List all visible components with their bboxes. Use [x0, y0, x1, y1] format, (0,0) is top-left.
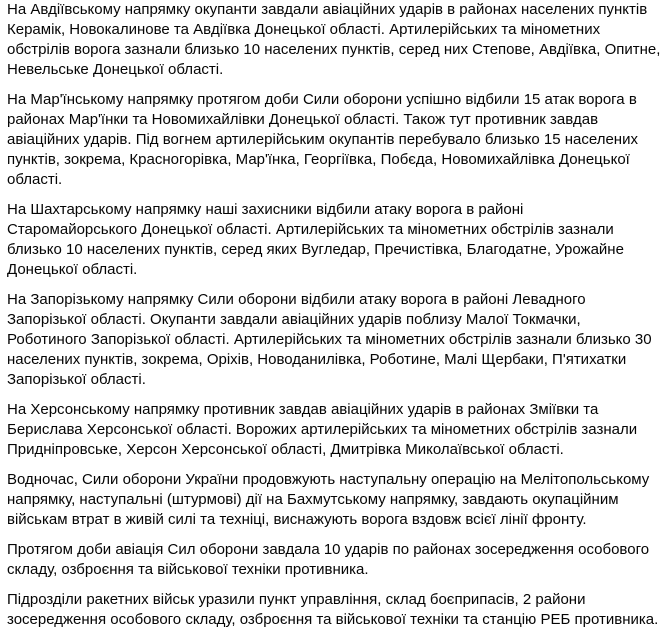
paragraph-missile-troops [7, 590, 668, 630]
text-line: авіаційних ударів. Під вогнем артилерійським окупантів перебувало близько 15 населених [7, 131, 638, 148]
paragraph-shakhtarsk [7, 200, 668, 280]
text-line: На Авдіївському напрямку окупанти завдали авіаційних ударів в районах населених пунктів [7, 1, 648, 18]
text-line: складу, озброєння та військової техніки противника. [7, 561, 369, 578]
text-line: пунктів, зокрема, Красногорівка, Мар'їнка, Георгіївка, Побєда, Новомихайлівка Донецької [7, 151, 630, 168]
text-line: Берислава Херсонської області. Ворожих артилерійських та мінометних обстрілів зазнали [7, 421, 638, 438]
text-line: На Шахтарському напрямку наші захисники відбили атаку ворога в районі [7, 201, 524, 218]
text-line: зосередження особового складу, озброєння та військової техніки та станцію РЕБ противника. [7, 611, 659, 628]
text-line: області. [7, 171, 63, 188]
paragraph-avdiivka [7, 0, 668, 80]
text-line: Підрозділи ракетних військ уразили пункт управління, склад боєприпасів, 2 райони [7, 591, 586, 608]
text-line: На Мар'їнському напрямку протягом доби Сили оборони успішно відбили 15 атак ворога в [7, 91, 637, 108]
text-line: Невельське Донецької області. [7, 61, 224, 78]
text-line: Керамік, Новокалинове та Авдіївка Донецької області. Артилерійських та мінометних [7, 21, 601, 38]
text-line: Водночас, Сили оборони України продовжують наступальну операцію на Мелітопольському [7, 471, 650, 488]
text-line: Старомайорського Донецької області. Артилерійських та мінометних обстрілів зазнали [7, 221, 614, 238]
text-line: Запорізької області. Окупанти завдали авіаційних ударів поблизу Малої Токмачки, [7, 311, 581, 328]
text-line: Донецької області. [7, 261, 138, 278]
paragraph-marinka [7, 90, 668, 190]
paragraph-zaporizhzhia [7, 290, 668, 390]
text-line: військам втрат в живій силі та техніці, виснажують ворога вздовж всієї лінії фронту. [7, 511, 587, 528]
text-line: населених пунктів, зокрема, Оріхів, Новоданилівка, Роботине, Малі Щербаки, П'ятихатки [7, 351, 627, 368]
paragraph-aviation [7, 540, 668, 580]
text-line: На Запорізькому напрямку Сили оборони відбили атаку ворога в районі Левадного [7, 291, 586, 308]
text-line: Запорізької області. [7, 371, 146, 388]
paragraph-kherson [7, 400, 668, 460]
text-line: районах Мар'їнки та Новомихайлівки Донецької області. Також тут противник завдав [7, 111, 599, 128]
text-line: Придніпровське, Херсон Херсонської області, Дмитрівка Миколаївської області. [7, 441, 564, 458]
text-line: напрямку, наступальні (штурмові) дії на Бахмутському напрямку, завдають окупаційним [7, 491, 619, 508]
text-line: Протягом доби авіація Сил оборони завдала 10 ударів по районах зосередження особового [7, 541, 650, 558]
text-line: Роботиного Запорізької області. Артилерійських та мінометних обстрілів зазнали близько 30 [7, 331, 652, 348]
text-line: На Херсонському напрямку противник завдав авіаційних ударів в районах Зміївки та [7, 401, 599, 418]
text-line: обстрілів ворога зазнали близько 10 населених пунктів, серед них Степове, Авдіївка, Опитне, [7, 41, 661, 58]
text-line: близько 10 населених пунктів, серед яких Вугледар, Пречистівка, Благодатне, Урожайне [7, 241, 624, 258]
paragraph-offensive [7, 470, 668, 530]
